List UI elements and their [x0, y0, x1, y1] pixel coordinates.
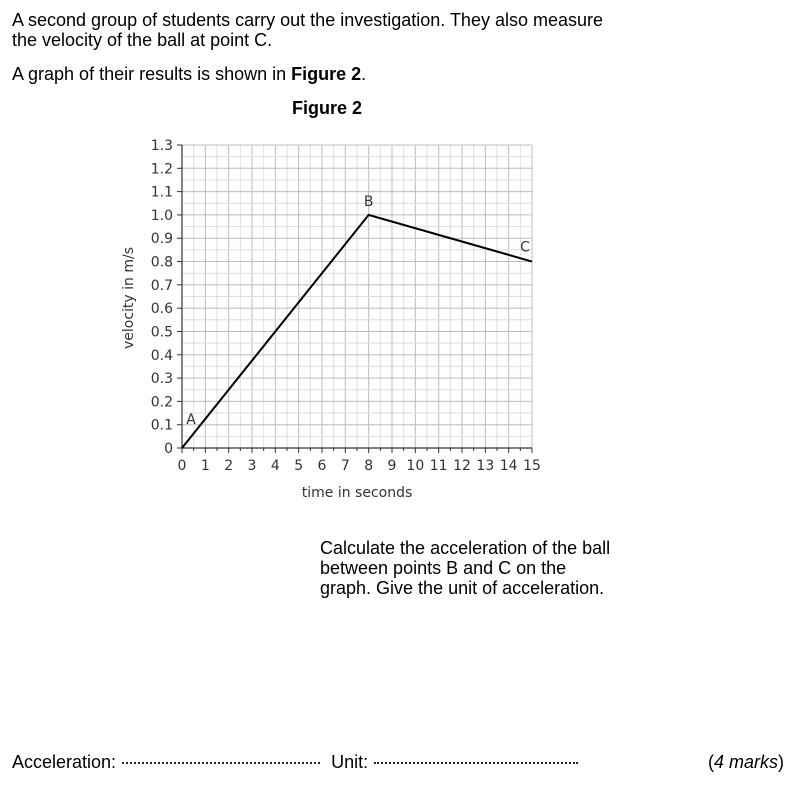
marks-label [708, 752, 784, 773]
x-tick-label: 10 [406, 458, 425, 474]
x-tick-label: 6 [317, 458, 327, 474]
y-tick-label: 1.0 [150, 207, 173, 224]
y-tick-label: 0.1 [150, 417, 173, 434]
y-axis-label: velocity in m/s [121, 246, 137, 350]
x-tick-label: 5 [294, 458, 304, 474]
marks-text: 4 marks [713, 752, 778, 772]
point-label-b: B [363, 193, 374, 210]
x-tick-label: 9 [387, 458, 397, 474]
acceleration-answer-line[interactable] [122, 762, 320, 764]
figure-reference: Figure 2 [291, 64, 362, 84]
task-paragraph: Calculate the acceleration of the ball between points B and C on the graph. Give the unit of acceleration. [320, 538, 611, 598]
chart-grid [182, 145, 532, 448]
y-tick-label: 0.7 [150, 277, 173, 294]
y-tick-label: 0.4 [150, 347, 173, 364]
x-tick-label: 15 [523, 458, 541, 474]
y-tick-label: 0.5 [150, 324, 173, 341]
point-label-c: C [520, 239, 530, 256]
x-tick-label: 11 [429, 458, 448, 474]
marks-open: ( [707, 752, 714, 772]
y-tick-label: 1.2 [150, 161, 173, 178]
intro-suffix: . [361, 64, 367, 84]
x-tick-label: 13 [476, 458, 495, 474]
x-tick-label: 8 [364, 458, 374, 474]
answer-row [12, 752, 792, 773]
unit-label: Unit: [331, 752, 369, 772]
y-tick-label: 0.3 [150, 371, 173, 388]
y-tick-label: 1.1 [150, 184, 173, 201]
y-tick-label: 0.6 [150, 301, 173, 318]
y-tick-label: 0.9 [150, 231, 173, 248]
x-tick-label: 7 [340, 458, 350, 474]
x-tick-label: 2 [224, 458, 234, 474]
y-tick-label: 0.8 [150, 254, 173, 271]
x-tick-label: 1 [200, 458, 210, 474]
acceleration-label: Acceleration: [12, 752, 117, 772]
x-tick-label: 4 [270, 458, 280, 474]
x-tick-label: 12 [453, 458, 471, 474]
unit-answer-line[interactable] [374, 762, 578, 764]
x-tick-label: 14 [499, 458, 518, 474]
y-tick-label: 0 [164, 441, 173, 457]
intro-text: A graph of their results is shown in [12, 64, 292, 84]
figure-title: Figure 2 [292, 98, 363, 118]
point-label-a: A [186, 412, 196, 428]
marks-close: ) [778, 752, 784, 772]
y-tick-label: 0.2 [150, 394, 173, 411]
x-axis-label: time in seconds [301, 485, 413, 501]
x-tick-label: 0 [177, 458, 187, 474]
y-tick-label: 1.3 [150, 138, 173, 154]
x-tick-label: 3 [247, 458, 257, 474]
intro-paragraph-1: A second group of students carry out the investigation. They also measure the velocity of the ball at point C. [12, 10, 604, 50]
